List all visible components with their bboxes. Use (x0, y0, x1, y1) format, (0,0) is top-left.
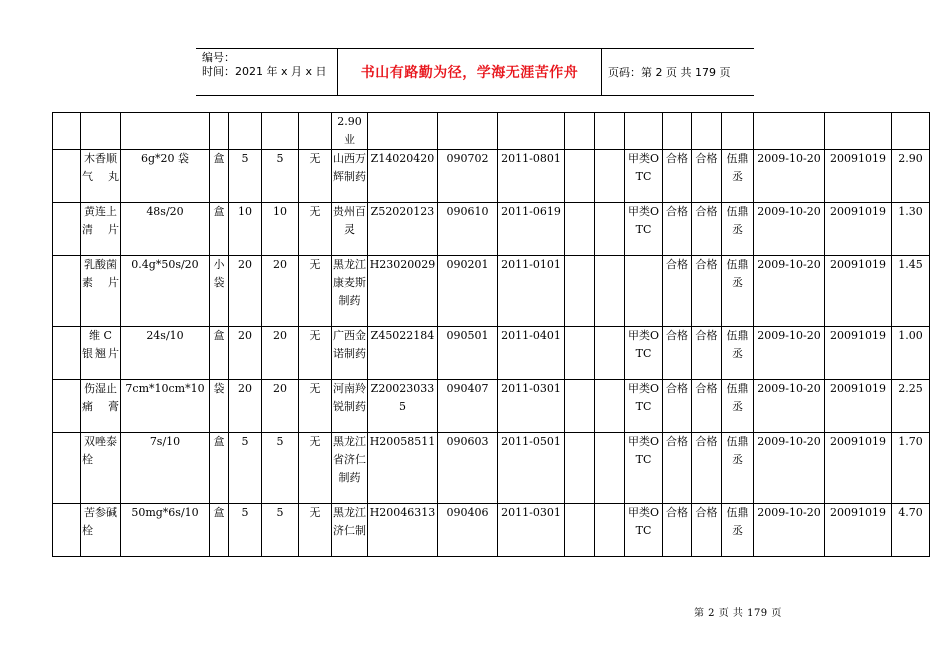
cell-index (53, 433, 81, 504)
cell-manufacturer: 贵州百灵 (332, 203, 368, 256)
cell-index (53, 113, 81, 150)
cell-flag: 无 (299, 203, 332, 256)
cell-qty-accepted: 10 (262, 203, 299, 256)
cell-price: 2.90 (892, 150, 930, 203)
page-footer: 第 2 页 共 179 页 (694, 608, 782, 619)
cell-price: 1.00 (892, 327, 930, 380)
cell-inspector: 伍鼎丞 (722, 150, 754, 203)
cell-inspector: 伍鼎丞 (722, 433, 754, 504)
cell-qty-accepted (262, 113, 299, 150)
cell-approval-number: Z14020420 (368, 150, 438, 203)
cell-qty-accepted: 5 (262, 150, 299, 203)
cell-quality-1: 合格 (663, 203, 692, 256)
cell-spec (121, 113, 210, 150)
page-header (196, 48, 754, 96)
cell-batch: 090702 (438, 150, 498, 203)
cell-qty-accepted: 5 (262, 504, 299, 557)
cell-inspector: 伍鼎丞 (722, 380, 754, 433)
cell-expiry (498, 113, 565, 150)
cell-blank-1 (565, 113, 595, 150)
cell-price: 1.45 (892, 256, 930, 327)
table-row (53, 380, 930, 433)
table-row (53, 256, 930, 327)
cell-flag (299, 113, 332, 150)
cell-drug-name: 苦参碱栓 (81, 504, 121, 557)
cell-quality-2: 合格 (692, 433, 722, 504)
cell-qty-accepted: 20 (262, 327, 299, 380)
cell-flag: 无 (299, 256, 332, 327)
table-row (53, 327, 930, 380)
cell-quality-2: 合格 (692, 150, 722, 203)
cell-spec: 6g*20 袋 (121, 150, 210, 203)
cell-flag: 无 (299, 504, 332, 557)
cell-code: 20091019 (825, 327, 892, 380)
cell-manufacturer: 黑龙江省济仁制药 (332, 433, 368, 504)
cell-quality-1: 合格 (663, 433, 692, 504)
cell-batch (438, 113, 498, 150)
cell-otc-class: 甲类OTC (625, 380, 663, 433)
cell-spec: 50mg*6s/10 (121, 504, 210, 557)
cell-expiry: 2011-0801 (498, 150, 565, 203)
cell-code: 20091019 (825, 256, 892, 327)
cell-qty-purchased: 20 (229, 327, 262, 380)
cell-manufacturer: 2.90 业 (332, 113, 368, 150)
cell-price: 1.70 (892, 433, 930, 504)
cell-unit: 小袋 (210, 256, 229, 327)
cell-qty-purchased: 20 (229, 256, 262, 327)
cell-approval-number: Z45022184 (368, 327, 438, 380)
cell-unit (210, 113, 229, 150)
cell-qty-accepted: 20 (262, 380, 299, 433)
cell-inspector: 伍鼎丞 (722, 203, 754, 256)
cell-drug-name: 伤湿止痛膏 (81, 380, 121, 433)
cell-spec: 24s/10 (121, 327, 210, 380)
cell-date: 2009-10-20 (754, 150, 825, 203)
cell-date: 2009-10-20 (754, 380, 825, 433)
cell-quality-2: 合格 (692, 256, 722, 327)
cell-quality-1: 合格 (663, 327, 692, 380)
cell-qty-purchased: 5 (229, 433, 262, 504)
cell-code (825, 113, 892, 150)
header-page-info: 页码：第 2 页 共 179 页 (608, 66, 731, 79)
cell-inspector: 伍鼎丞 (722, 327, 754, 380)
cell-index (53, 504, 81, 557)
number-label: 编号： (202, 51, 235, 64)
cell-batch: 090406 (438, 504, 498, 557)
cell-spec: 7s/10 (121, 433, 210, 504)
cell-qty-accepted: 5 (262, 433, 299, 504)
cell-blank-2 (595, 433, 625, 504)
table-row (53, 150, 930, 203)
cell-blank-1 (565, 150, 595, 203)
cell-manufacturer: 广西金诺制药 (332, 327, 368, 380)
cell-blank-1 (565, 380, 595, 433)
cell-batch: 090610 (438, 203, 498, 256)
cell-unit: 盒 (210, 433, 229, 504)
cell-unit: 盒 (210, 203, 229, 256)
cell-quality-1: 合格 (663, 504, 692, 557)
cell-blank-2 (595, 203, 625, 256)
cell-code: 20091019 (825, 380, 892, 433)
cell-index (53, 256, 81, 327)
cell-expiry: 2011-0501 (498, 433, 565, 504)
table-row (53, 113, 930, 150)
cell-blank-2 (595, 113, 625, 150)
cell-date: 2009-10-20 (754, 504, 825, 557)
cell-batch: 090201 (438, 256, 498, 327)
cell-inspector: 伍鼎丞 (722, 504, 754, 557)
cell-code: 20091019 (825, 433, 892, 504)
cell-approval-number: H20058511 (368, 433, 438, 504)
cell-otc-class: 甲类OTC (625, 150, 663, 203)
cell-drug-name: 木香顺气丸 (81, 150, 121, 203)
cell-date: 2009-10-20 (754, 256, 825, 327)
cell-flag: 无 (299, 380, 332, 433)
cell-qty-purchased (229, 113, 262, 150)
cell-qty-purchased: 20 (229, 380, 262, 433)
table-body (53, 113, 930, 557)
cell-index (53, 150, 81, 203)
cell-qty-accepted: 20 (262, 256, 299, 327)
cell-otc-class: 甲类OTC (625, 433, 663, 504)
cell-code: 20091019 (825, 203, 892, 256)
cell-spec: 48s/20 (121, 203, 210, 256)
cell-expiry: 2011-0101 (498, 256, 565, 327)
cell-drug-name (81, 113, 121, 150)
cell-batch: 090407 (438, 380, 498, 433)
cell-spec: 0.4g*50s/20 (121, 256, 210, 327)
cell-date: 2009-10-20 (754, 433, 825, 504)
cell-date (754, 113, 825, 150)
cell-blank-2 (595, 150, 625, 203)
cell-otc-class (625, 256, 663, 327)
cell-quality-2: 合格 (692, 380, 722, 433)
cell-manufacturer: 河南羚锐制药 (332, 380, 368, 433)
cell-index (53, 203, 81, 256)
cell-code: 20091019 (825, 504, 892, 557)
cell-blank-1 (565, 327, 595, 380)
cell-quality-1: 合格 (663, 150, 692, 203)
cell-otc-class: 甲类OTC (625, 504, 663, 557)
cell-approval-number: H23020029 (368, 256, 438, 327)
cell-expiry: 2011-0301 (498, 504, 565, 557)
cell-quality-1: 合格 (663, 380, 692, 433)
cell-batch: 090501 (438, 327, 498, 380)
cell-drug-name: 黄连上清片 (81, 203, 121, 256)
cell-code: 20091019 (825, 150, 892, 203)
cell-price: 2.25 (892, 380, 930, 433)
cell-unit: 盒 (210, 504, 229, 557)
cell-approval-number: Z52020123 (368, 203, 438, 256)
table-row (53, 504, 930, 557)
cell-flag: 无 (299, 150, 332, 203)
cell-date: 2009-10-20 (754, 327, 825, 380)
cell-price: 4.70 (892, 504, 930, 557)
cell-otc-class: 甲类OTC (625, 203, 663, 256)
cell-qty-purchased: 5 (229, 504, 262, 557)
cell-quality-2 (692, 113, 722, 150)
cell-approval-number: Z20023033 5 (368, 380, 438, 433)
cell-manufacturer: 黑龙江康麦斯制药 (332, 256, 368, 327)
cell-drug-name: 乳酸菌素片 (81, 256, 121, 327)
cell-blank-2 (595, 380, 625, 433)
drug-inventory-table (52, 112, 930, 557)
cell-unit: 袋 (210, 380, 229, 433)
cell-quality-2: 合格 (692, 327, 722, 380)
cell-blank-1 (565, 256, 595, 327)
cell-unit: 盒 (210, 150, 229, 203)
cell-blank-1 (565, 433, 595, 504)
time-label: 时间：2021 年 x 月 x 日 (202, 65, 327, 78)
cell-index (53, 380, 81, 433)
cell-blank-1 (565, 504, 595, 557)
header-meta (196, 49, 338, 95)
cell-expiry: 2011-0401 (498, 327, 565, 380)
cell-quality-2: 合格 (692, 504, 722, 557)
cell-expiry: 2011-0619 (498, 203, 565, 256)
cell-otc-class: 甲类OTC (625, 327, 663, 380)
cell-flag: 无 (299, 327, 332, 380)
cell-blank-2 (595, 327, 625, 380)
cell-blank-1 (565, 203, 595, 256)
cell-price: 1.30 (892, 203, 930, 256)
cell-inspector: 伍鼎丞 (722, 256, 754, 327)
cell-qty-purchased: 5 (229, 150, 262, 203)
cell-qty-purchased: 10 (229, 203, 262, 256)
table-row (53, 433, 930, 504)
cell-approval-number: H20046313 (368, 504, 438, 557)
cell-index (53, 327, 81, 380)
cell-unit: 盒 (210, 327, 229, 380)
cell-quality-2: 合格 (692, 203, 722, 256)
cell-quality-1: 合格 (663, 256, 692, 327)
table-row (53, 203, 930, 256)
header-motto: 书山有路勤为径，学海无涯苦作舟 (338, 49, 602, 95)
cell-price (892, 113, 930, 150)
cell-batch: 090603 (438, 433, 498, 504)
cell-blank-2 (595, 504, 625, 557)
cell-date: 2009-10-20 (754, 203, 825, 256)
cell-drug-name: 双唑泰栓 (81, 433, 121, 504)
cell-manufacturer: 黑龙江济仁制 (332, 504, 368, 557)
cell-inspector (722, 113, 754, 150)
cell-manufacturer: 山西万辉制药 (332, 150, 368, 203)
cell-spec: 7cm*10cm*10 (121, 380, 210, 433)
cell-otc-class (625, 113, 663, 150)
cell-drug-name: 维 C 银翘片 (81, 327, 121, 380)
cell-blank-2 (595, 256, 625, 327)
cell-approval-number (368, 113, 438, 150)
cell-expiry: 2011-0301 (498, 380, 565, 433)
cell-quality-1 (663, 113, 692, 150)
cell-flag: 无 (299, 433, 332, 504)
